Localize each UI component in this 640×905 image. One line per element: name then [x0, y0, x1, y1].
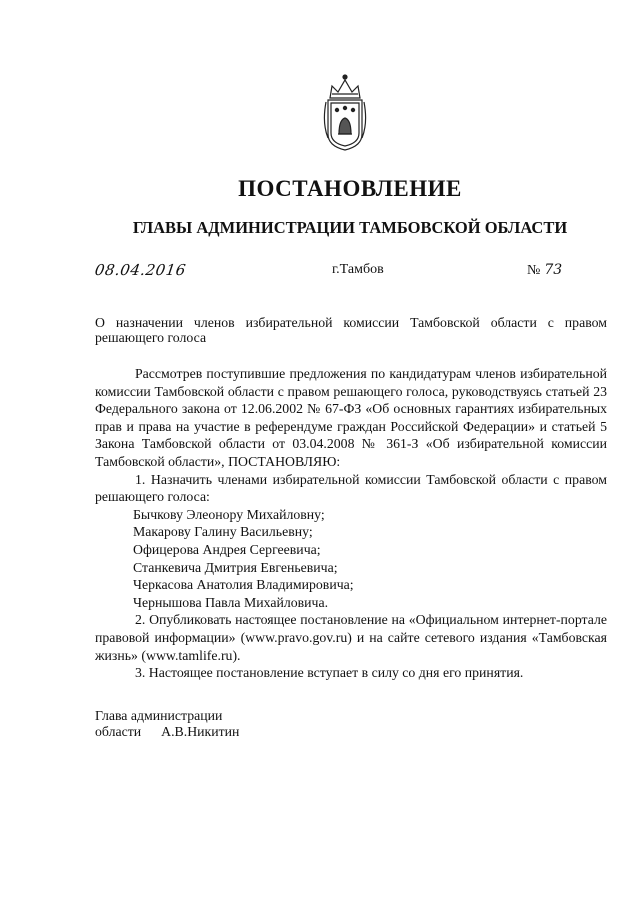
signature-block [95, 708, 239, 740]
signature-name: А.В.Никитин [161, 724, 240, 739]
signature-line-2 [95, 724, 239, 740]
document-body [95, 365, 607, 682]
member-list-item: Черкасова Анатолия Владимировича; [133, 577, 354, 593]
member-list-item: Офицерова Андрея Сергеевича; [133, 541, 321, 557]
number-prefix: № [527, 263, 541, 278]
item-1-paragraph: 1. Назначить членами избирательной комиссии Тамбовской области с правом решающего голоса: [95, 471, 607, 505]
member-list-item: Макарову Галину Васильевну; [133, 524, 313, 540]
document-date: 08.04.2016 [93, 261, 188, 279]
member-list-item: Станкевича Дмитрия Евгеньевича; [133, 559, 338, 575]
member-list-item: Чернышова Павла Михайловича. [133, 594, 329, 610]
item-3-paragraph: 3. Настоящее постановление вступает в силу со дня его принятия. [135, 665, 524, 681]
document-city: г.Тамбов [332, 262, 384, 277]
signature-region: области [95, 724, 142, 739]
signature-line-1: Глава администрации [95, 708, 223, 723]
document-subject: О назначении членов избирательной комиссии Тамбовской области с правом решающего голоса [95, 315, 607, 345]
document-number [527, 262, 562, 279]
coat-of-arms-icon [320, 68, 370, 154]
number-value: 73 [544, 262, 563, 278]
document-title: ПОСТАНОВЛЕНИЕ [238, 176, 462, 201]
item-2-paragraph: 2. Опубликовать настоящее постановление на «Официальном интернет-портале правовой информации» (www.pravo.gov.ru) и на сайте сетевого издания «Тамбовская жизнь» (www.tamlife.ru). [95, 612, 607, 663]
document-subtitle: ГЛАВЫ АДМИНИСТРАЦИИ ТАМБОВСКОЙ ОБЛАСТИ [132, 218, 568, 237]
preamble-paragraph: Рассмотрев поступившие предложения по кандидатурам членов избирательной комиссии Тамбовской области с правом решающего голоса, руководствуясь статьей 23 Федерального закона от 12.06.2002 № 67-ФЗ «Об основных гарантиях избирательных прав и права на участие в референдуме граждан Российской Федерации» и статьей 5 Закона Тамбовской области от 03.04.2008 № 361-З «Об избирательной комиссии Тамбовской области», ПОСТАНОВЛЯЮ: [95, 366, 607, 469]
member-list-item: Бычкову Элеонору Михайловну; [133, 506, 325, 522]
